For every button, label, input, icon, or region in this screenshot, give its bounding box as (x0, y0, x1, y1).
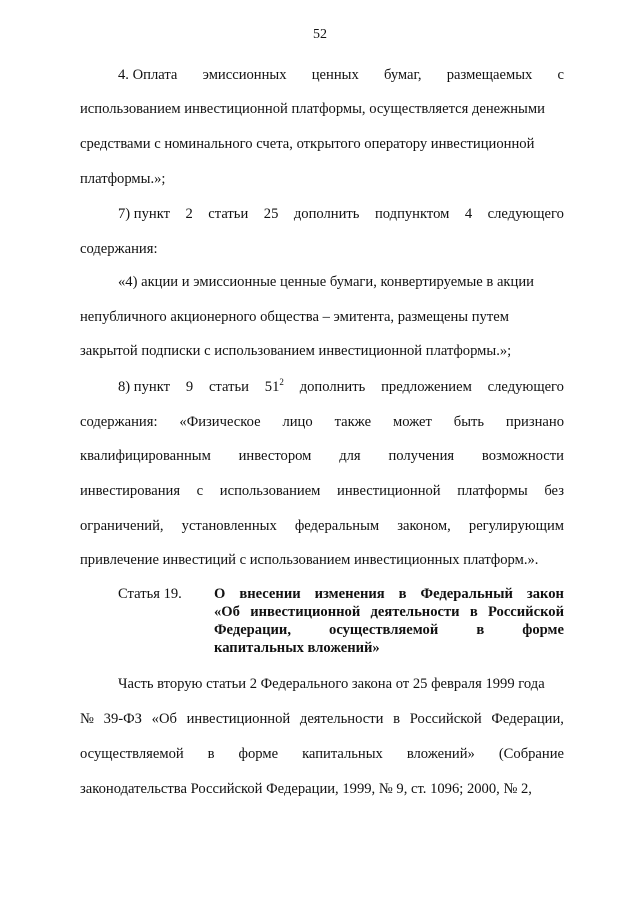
word: платформы.»; (80, 171, 166, 187)
paragraph-line (80, 240, 564, 258)
paragraph-line (80, 710, 564, 728)
word: деятельности (370, 604, 460, 620)
word: (Собрание (498, 746, 564, 762)
word: содержания: (80, 414, 158, 430)
word: с (196, 483, 204, 499)
word: 39-ФЗ (103, 711, 142, 727)
word: с (557, 67, 564, 83)
paragraph-line (80, 517, 564, 535)
word: О (214, 586, 226, 602)
word: Федерации, (491, 711, 564, 727)
paragraph-line (80, 482, 564, 500)
word: ограничений, (80, 518, 164, 534)
word: Федеральный (420, 586, 513, 602)
word: размещаемых (446, 67, 533, 83)
word: изменения (314, 586, 385, 602)
paragraph-line (80, 413, 564, 431)
word: осуществляемой (329, 622, 439, 638)
word: регулирующим (468, 518, 564, 534)
paragraph-line (80, 170, 564, 188)
word: признано (505, 414, 564, 430)
word: деятельности (299, 711, 384, 727)
article-heading-line (214, 585, 564, 603)
word: для (339, 448, 361, 464)
word: № (80, 711, 94, 727)
word: законом, (397, 518, 451, 534)
superscript: 2 (279, 377, 284, 387)
paragraph-line (80, 780, 564, 798)
word: содержания: (80, 241, 158, 257)
paragraph-line (80, 308, 564, 326)
word: в (393, 711, 401, 727)
word: эмиссионных (202, 67, 287, 83)
word: закрытой подписки с использованием инвестиционной платформы.»; (80, 343, 512, 359)
word: инвестиционной (250, 604, 361, 620)
word: в (398, 586, 407, 602)
article-heading-line (214, 621, 564, 639)
word: в (476, 622, 485, 638)
word: предложением (381, 379, 472, 395)
paragraph-line (118, 205, 564, 223)
word: инвестирования (80, 483, 181, 499)
word: 25 (263, 206, 279, 222)
word: дополнить (299, 379, 366, 395)
word: может (392, 414, 432, 430)
word: квалифицированным (80, 448, 211, 464)
word: Часть вторую статьи 2 Федерального закона от 25 февраля 1999 года (118, 676, 545, 692)
word: также (334, 414, 372, 430)
word: 9 (185, 379, 194, 395)
word: 7) пункт (118, 206, 170, 222)
paragraph-line (80, 135, 564, 153)
word: платформы (457, 483, 528, 499)
word: «4) акции и эмиссионные ценные бумаги, конвертируемые в акции (118, 274, 534, 290)
paragraph-line (80, 447, 564, 465)
word: подпунктом (374, 206, 450, 222)
paragraph-line (118, 273, 564, 291)
word: «Об (151, 711, 177, 727)
paragraph-line (118, 66, 564, 84)
article-heading-line: капитальных вложений» (214, 640, 380, 656)
word: 2 (185, 206, 193, 222)
word: вложений» (406, 746, 475, 762)
word: «Физическое (179, 414, 261, 430)
page-number: 52 (313, 27, 327, 42)
word: использованием (219, 483, 321, 499)
word: Российской (409, 711, 482, 727)
word: следующего (487, 206, 564, 222)
word: бумаг, (383, 67, 422, 83)
article-number: Статья 19. (118, 586, 182, 602)
word: «Об (214, 604, 240, 620)
word: 4 (464, 206, 473, 222)
word: 4. Оплата (118, 67, 178, 83)
word: капитальных (302, 746, 383, 762)
paragraph-line (80, 745, 564, 763)
word: $51^2$ (264, 377, 284, 395)
article-heading-line (214, 603, 564, 621)
word: следующего (487, 379, 564, 395)
word: использованием инвестиционной платформы, осуществляется денежными (80, 101, 545, 117)
word: дополнить (293, 206, 360, 222)
word: средствами с номинального счета, открытого оператору инвестиционной (80, 136, 535, 152)
word: закон (526, 586, 564, 602)
word: осуществляемой (80, 746, 184, 762)
paragraph-line (118, 378, 564, 396)
word: внесении (239, 586, 301, 602)
word: инвестиционной (337, 483, 441, 499)
word: статьи (208, 206, 249, 222)
word: установленных (181, 518, 277, 534)
word: федеральным (294, 518, 380, 534)
word: непубличного акционерного общества – эмитента, размещены путем (80, 309, 509, 325)
paragraph-line (80, 342, 564, 360)
word: законодательства Российской Федерации, 1999, № 9, ст. 1096; 2000, № 2, (80, 781, 532, 797)
word: форме (238, 746, 279, 762)
word: в (469, 604, 478, 620)
word: статьи (208, 379, 249, 395)
word: лицо (282, 414, 313, 430)
paragraph-line (80, 551, 564, 569)
word: в (207, 746, 215, 762)
word: быть (453, 414, 485, 430)
word: возможности (481, 448, 564, 464)
word: инвестором (238, 448, 312, 464)
word: Федерации, (214, 622, 291, 638)
paragraph-line (80, 100, 564, 118)
word: получения (388, 448, 455, 464)
word: ценных (311, 67, 359, 83)
paragraph-line (118, 675, 564, 693)
word: 8) пункт (118, 379, 170, 395)
word: привлечение инвестиций с использованием инвестиционных платформ.». (80, 552, 539, 568)
word: Российской (487, 604, 564, 620)
word: инвестиционной (186, 711, 291, 727)
word: без (544, 483, 564, 499)
word: форме (522, 622, 564, 638)
